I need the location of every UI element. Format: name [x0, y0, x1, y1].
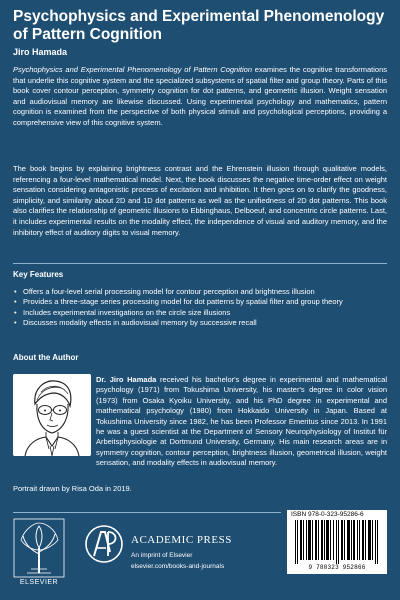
key-feature-item: • Offers a four-level serial processing model for contour perception and brightness illusion [23, 287, 397, 297]
description-paragraph-1 [13, 65, 387, 129]
academic-press-logo [84, 522, 124, 566]
key-features-list [13, 287, 397, 329]
elsevier-tree-logo [13, 518, 65, 580]
key-feature-item: • Discusses modality effects in audiovisual memory by successive recall [23, 318, 397, 328]
divider [13, 263, 387, 264]
barcode-digits: 9 780323 952866 [308, 564, 366, 571]
portrait-credit: Portrait drawn by Risa Oda in 2019. [13, 484, 132, 493]
key-features-heading: Key Features [13, 270, 64, 279]
publisher-imprint: An imprint of Elsevier [131, 552, 193, 559]
isbn-label: ISBN 978-0-323-95286-6 [291, 511, 364, 518]
publisher-name: ACADEMIC PRESS [131, 534, 232, 546]
barcode-icon [293, 520, 381, 564]
divider [13, 512, 281, 513]
publisher-website: elsevier.com/books-and-journals [131, 563, 225, 570]
description-paragraph-1-text: examines the cognitive transformations that underlie this cognitive system and the specialized subsystems of spatial filter and group theory. Parts of this book cover contour perception, symmetry cognition for dot patterns, and geometric illusion. Weight sensation and audiovisual memory are likewise discussed. Using experimental psychology and mathematics, pattern cognition is examined from the perspective of both physical stimuli and psychological perceptions, providing a comprehensive view of this cognitive system. [13, 65, 387, 127]
book-title: Psychophysics and Experimental Phenomenology of Pattern Cognition [13, 8, 385, 43]
key-feature-item: • Includes experimental investigations on the circle size illusions [23, 308, 397, 318]
description-paragraph-2: The book begins by explaining brightness contrast and the Ehrenstein illusion through qualitative models, referencing a four-level mathematical model. Next, the book discusses the negative time-order effect on weight sensation considering antagonistic process of excitation and inhibition. It then goes on to clarify the goodness, simplicity, and similarity about 2D and 1D dot patterns as well as the unifiedness of 2D dot patterns. This book also clarifies the relationship of geometric illusions to Ebbinghaus, Delboeuf, and concentric circle patterns. Last, it includes experimental results on the modality effect, the independence of visual and auditory memory, and the inhibitory effect of auditory digits to visual memory. [13, 164, 387, 237]
about-author-heading: About the Author [13, 353, 79, 362]
barcode-panel [287, 510, 387, 574]
author-bio-text: received his bachelor's degree in experimental and mathematical psychology (1971) from Tokushima University, his master's degree in color vision (1973) from Osaka Kyoiku University, and his PhD degree in experimental and mathematical psychology (1980) from Hokkaido University in Japan. Based at Tokushima University since 1982, he has been Professor Emeritus since 2013. In 1991 he was a guest scientist at the Department of Sensory Neurophysiology of Institut für Arbeitsphysiologie at Dortmund University, Germany. His main research areas are in symmetry cognition, contour perception, brightness illusion, geometrical illusion, weight sensation, and modality effects in audiovisual memory. [96, 375, 387, 468]
book-author: Jiro Hamada [13, 47, 68, 57]
description-book-title: Psychophysics and Experimental Phenomenology of Pattern Cognition [13, 65, 252, 74]
key-feature-item: • Provides a three-stage series processing model for dot patterns by spatial filter and group theory [23, 297, 397, 307]
elsevier-wordmark: ELSEVIER [19, 579, 59, 586]
author-name: Dr. Jiro Hamada [96, 375, 157, 384]
author-bio [13, 375, 387, 469]
